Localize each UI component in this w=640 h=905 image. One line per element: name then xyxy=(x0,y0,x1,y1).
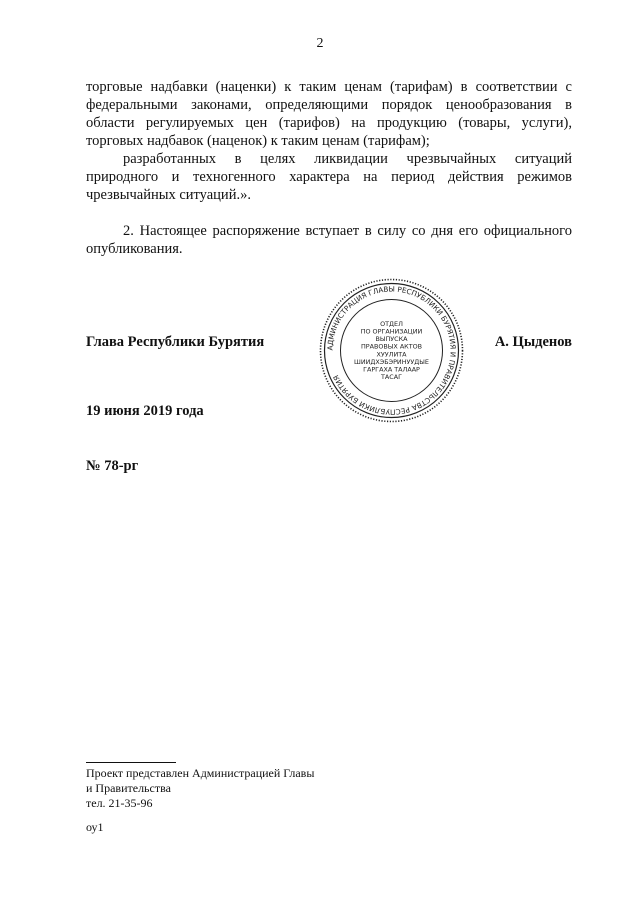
paragraph-tariffs: торговые надбавки (наценки) к таким ценам (тарифам) в соответствии с федеральными законами, определяющими порядок ценообразования в области регулируемых цен (тарифов) на продукцию (товары, услуги), торговых надбавок (наценок) к таким ценам (тарифам); xyxy=(86,79,572,149)
seal-ring-text: АДМИНИСТРАЦИЯ ГЛАВЫ РЕСПУБЛИКИ БУРЯТИЯ И ПРАВИТЕЛЬСТВА РЕСПУБЛИКИ БУРЯТИЯ xyxy=(325,284,458,417)
paragraph-entry-into-force: 2. Настоящее распоряжение вступает в силу со дня его официального опубликования. xyxy=(86,223,572,257)
seal-center-line: ОТДЕЛ xyxy=(380,319,403,328)
paragraph-emergency: разработанных в целях ликвидации чрезвычайных ситуаций природного и техногенного характера на период действия режимов чрезвычайных ситуаций.». xyxy=(86,151,572,203)
seal-center-line: ТАСАГ xyxy=(380,373,403,382)
seal-center-line: ГАРГАХА ТАЛААР xyxy=(363,365,420,374)
seal-center-line: ШИИДХЭБЭРИНУУДЫЕ xyxy=(354,357,429,366)
seal-center-line: ПО ОРГАНИЗАЦИИ xyxy=(360,327,423,336)
document-number: № 78-рг xyxy=(86,458,139,474)
document-body xyxy=(86,78,572,258)
footnote-line-1: Проект представлен Администрацией Главы xyxy=(86,766,315,780)
signer-name: А. Цыденов xyxy=(494,334,572,350)
official-seal xyxy=(318,277,465,424)
footnote-line-2: и Правительства xyxy=(86,781,171,795)
footnote-code: оу1 xyxy=(86,820,104,834)
document-date: 19 июня 2019 года xyxy=(86,403,204,419)
footnote-phone: тел. 21-35-96 xyxy=(86,796,153,810)
seal-center-line: ХУУЛИТА xyxy=(376,350,407,359)
signer-position: Глава Республики Бурятия xyxy=(86,334,265,350)
footnote-divider xyxy=(86,762,176,763)
seal-center-line: ВЫПУСКА xyxy=(375,335,408,344)
seal-center-line: ПРАВОВЫХ АКТОВ xyxy=(360,342,423,351)
footnote xyxy=(86,766,314,835)
page-number: 2 xyxy=(316,36,324,51)
